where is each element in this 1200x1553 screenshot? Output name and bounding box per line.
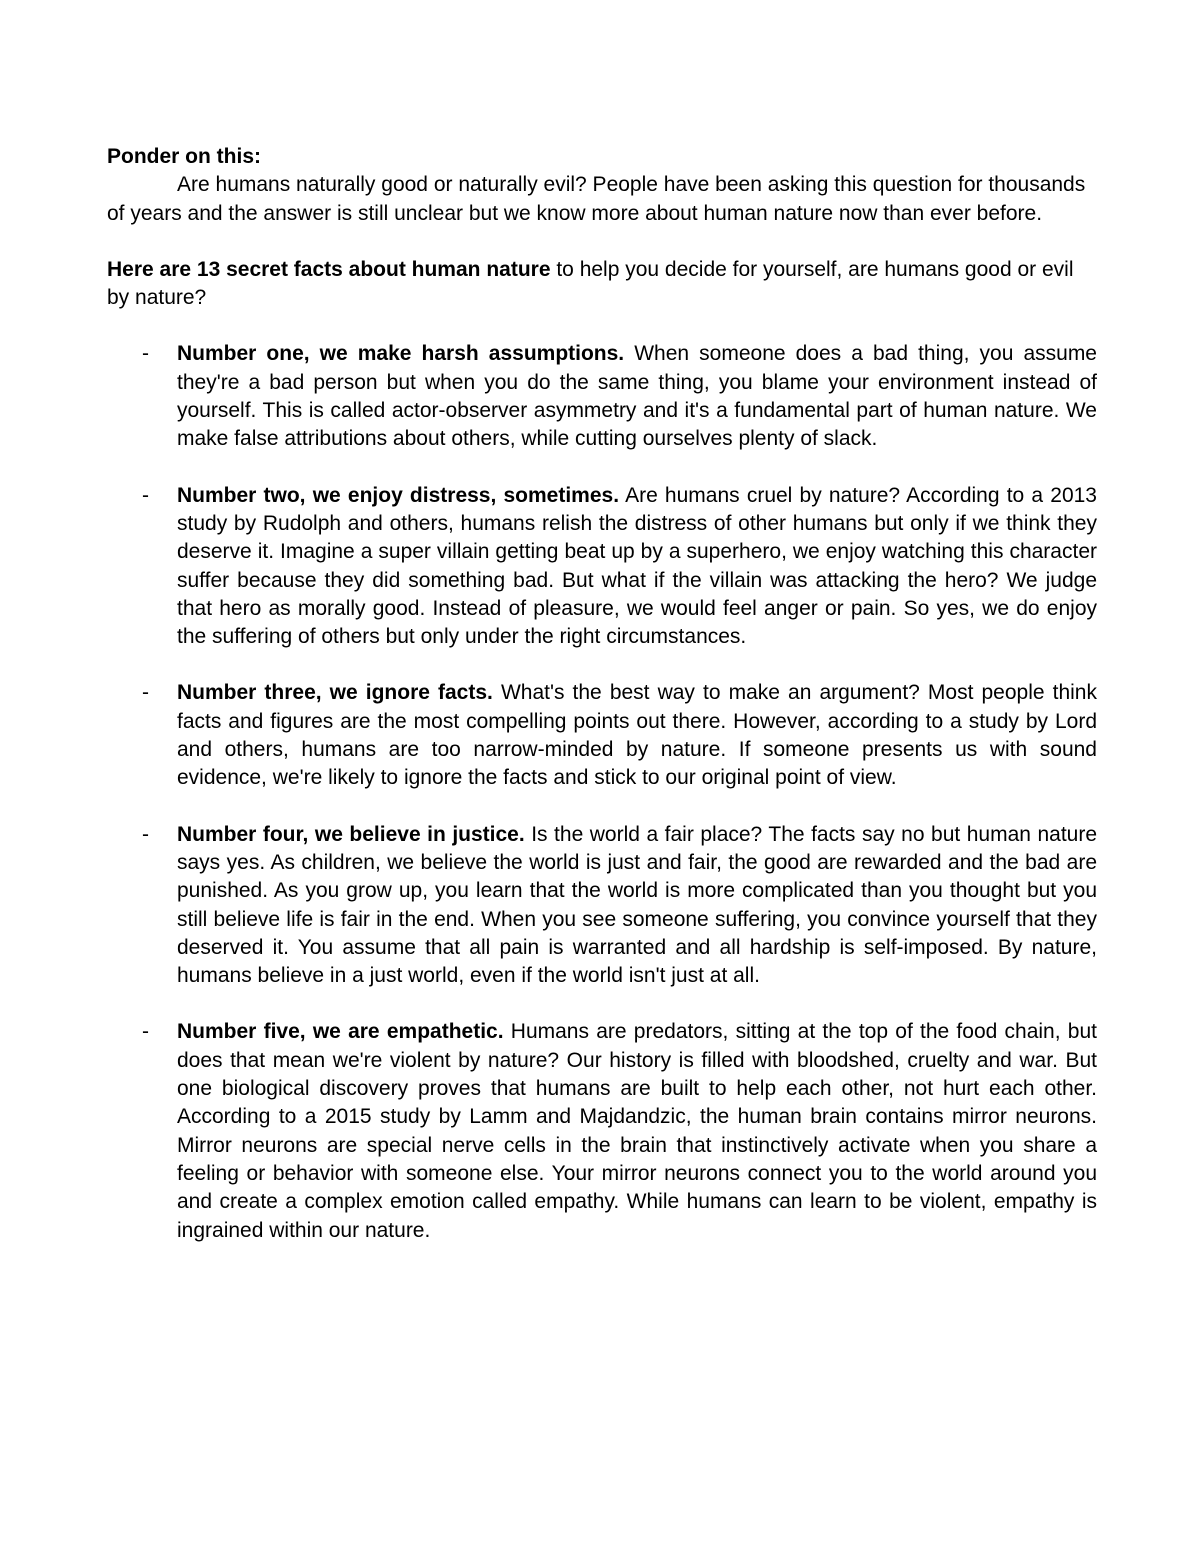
intro-paragraph xyxy=(107,256,1097,313)
opening-paragraph: Are humans naturally good or naturally evil? People have been asking this question for thousands of years and the answer is still unclear but we know more about human nature now than ever before. xyxy=(107,173,1086,225)
fact-title: Number four, we believe in justice. xyxy=(177,822,525,846)
dash-bullet: - xyxy=(142,681,149,705)
dash-bullet: - xyxy=(142,342,149,366)
dash-bullet: - xyxy=(142,1020,149,1044)
fact-item-four xyxy=(107,821,1097,991)
facts-list xyxy=(107,340,1097,1244)
fact-title: Number three, we ignore facts. xyxy=(177,681,493,705)
fact-item-two xyxy=(107,482,1097,652)
document-heading: Ponder on this: xyxy=(107,145,261,168)
fact-body: When someone does a bad thing, you assume they're a bad person but when you do the same thing, you blame your environment instead of yourself. This is called actor-observer asymmetry and it's a fundamental part of human nature. We make false attributions about others, while cutting ourselves plenty of slack. xyxy=(177,342,1097,451)
fact-item-five xyxy=(107,1018,1097,1244)
fact-title: Number two, we enjoy distress, sometimes. xyxy=(177,483,620,507)
fact-item-one xyxy=(107,340,1097,453)
intro-bold-text: Here are 13 secret facts about human nature xyxy=(107,257,551,281)
fact-body: Are humans cruel by nature? According to a 2013 study by Rudolph and others, humans relish the distress of other humans but only if we think they deserve it. Imagine a super villain getting beat up by a superhero, we enjoy watching this character suffer because they did something bad. But what if the villain was attacking the hero? We judge that hero as morally good. Instead of pleasure, we would feel anger or pain. So yes, we do enjoy the suffering of others but only under the right circumstances. xyxy=(177,483,1097,649)
fact-title: Number one, we make harsh assumptions. xyxy=(177,342,625,366)
dash-bullet: - xyxy=(142,483,149,507)
fact-body: What's the best way to make an argument? Most people think facts and figures are the most compelling points out there. However, according to a study by Lord and others, humans are too narrow-minded by nature. If someone presents us with sound evidence, we're likely to ignore the facts and stick to our original point of view. xyxy=(177,681,1097,790)
fact-item-three xyxy=(107,679,1097,792)
dash-bullet: - xyxy=(142,822,149,846)
fact-body: Is the world a fair place? The facts say no but human nature says yes. As children, we believe the world is just and fair, the good are rewarded and the bad are punished. As you grow up, you learn that the world is more complicated than you thought but you still believe life is fair in the end. When you see someone suffering, you convince yourself that they deserved it. You assume that all pain is warranted and all hardship is self-imposed. By nature, humans believe in a just world, even if the world isn't just at all. xyxy=(177,822,1098,988)
fact-body: Humans are predators, sitting at the top of the food chain, but does that mean we're violent by nature? Our history is filled with bloodshed, cruelty and war. But one biological discovery proves that humans are built to help each other, not hurt each other. According to a 2015 study by Lamm and Majdandzic, the human brain contains mirror neurons. Mirror neurons are special nerve cells in the brain that instinctively activate when you share a feeling or behavior with someone else. Your mirror neurons connect you to the world around you and create a complex emotion called empathy. While humans can learn to be violent, empathy is ingrained within our nature. xyxy=(177,1020,1097,1242)
intro-text: to help you decide for yourself, are humans good or evil by nature? xyxy=(107,257,1074,310)
document-page xyxy=(107,143,1097,1273)
fact-title: Number five, we are empathetic. xyxy=(177,1020,504,1044)
